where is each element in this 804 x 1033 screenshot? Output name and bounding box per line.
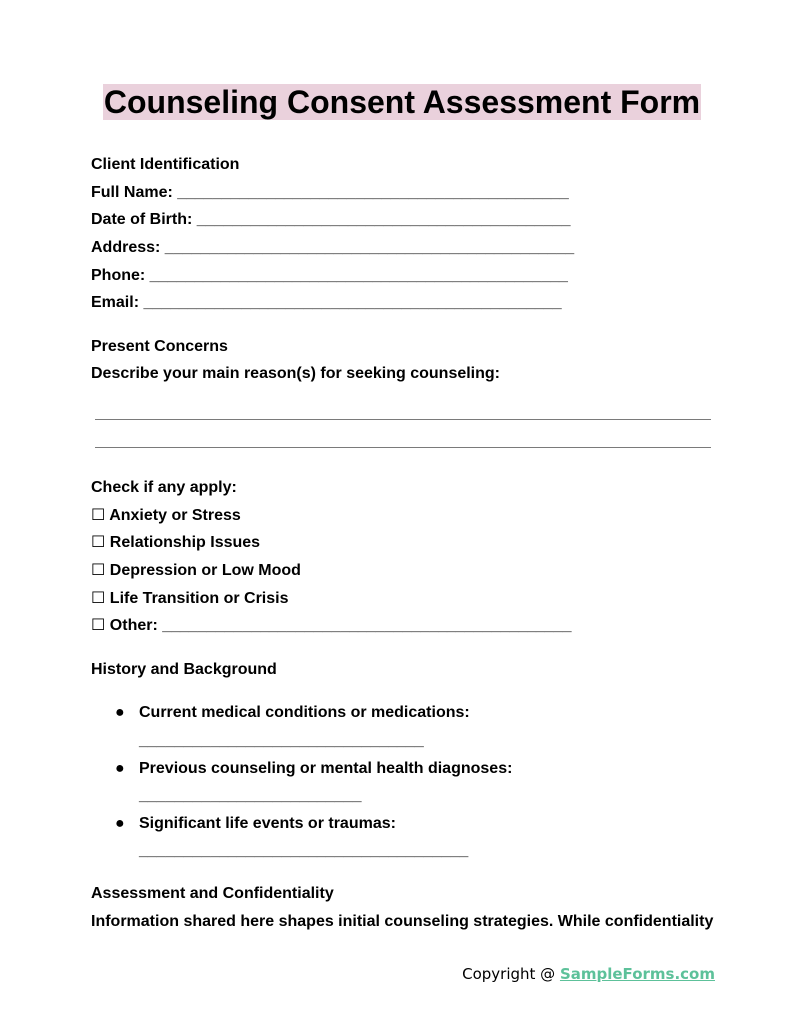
dob-field[interactable]: Date of Birth: __________________________________________ xyxy=(91,211,571,228)
history-item-counseling-blank[interactable]: _________________________ xyxy=(139,787,362,804)
history-heading: History and Background xyxy=(91,661,277,678)
email-field[interactable]: Email: _______________________________________________ xyxy=(91,294,562,311)
answer-line-1[interactable] xyxy=(95,419,711,420)
copyright-prefix: Copyright @ xyxy=(462,965,560,983)
bullet-icon: ● xyxy=(115,760,125,777)
page-title: Counseling Consent Assessment Form xyxy=(103,84,701,120)
history-item-medical-label: Current medical conditions or medications: xyxy=(139,704,470,721)
title-wrap xyxy=(0,84,804,120)
option-relationship-checkbox[interactable]: ☐ Relationship Issues xyxy=(91,534,261,551)
option-anxiety-checkbox[interactable]: ☐ Anxiety or Stress xyxy=(91,507,241,524)
copyright-footer xyxy=(462,965,715,983)
address-field[interactable]: Address: ______________________________________________ xyxy=(91,239,575,256)
answer-line-2[interactable] xyxy=(95,447,711,448)
bullet-icon: ● xyxy=(115,815,125,832)
option-other-checkbox[interactable]: ☐ Other: ______________________________________________ xyxy=(91,617,572,634)
assessment-heading: Assessment and Confidentiality xyxy=(91,885,334,902)
check-heading: Check if any apply: xyxy=(91,479,237,496)
option-depression-checkbox[interactable]: ☐ Depression or Low Mood xyxy=(91,562,301,579)
history-item-medical-blank[interactable]: ________________________________ xyxy=(139,732,424,749)
concerns-prompt: Describe your main reason(s) for seeking counseling: xyxy=(91,365,500,382)
history-item-events-label: Significant life events or traumas: xyxy=(139,815,396,832)
history-item-counseling-label: Previous counseling or mental health diagnoses: xyxy=(139,760,513,777)
full-name-field[interactable]: Full Name: ____________________________________________ xyxy=(91,184,569,201)
client-heading: Client Identification xyxy=(91,156,240,173)
phone-field[interactable]: Phone: _______________________________________________ xyxy=(91,267,568,284)
brand-link[interactable]: SampleForms.com xyxy=(559,965,715,983)
bullet-icon: ● xyxy=(115,704,125,721)
concerns-heading: Present Concerns xyxy=(91,338,228,355)
option-transition-checkbox[interactable]: ☐ Life Transition or Crisis xyxy=(91,590,289,607)
assessment-text: Information shared here shapes initial counseling strategies. While confidentiality xyxy=(91,913,714,930)
history-item-events-blank[interactable]: _____________________________________ xyxy=(139,842,469,859)
